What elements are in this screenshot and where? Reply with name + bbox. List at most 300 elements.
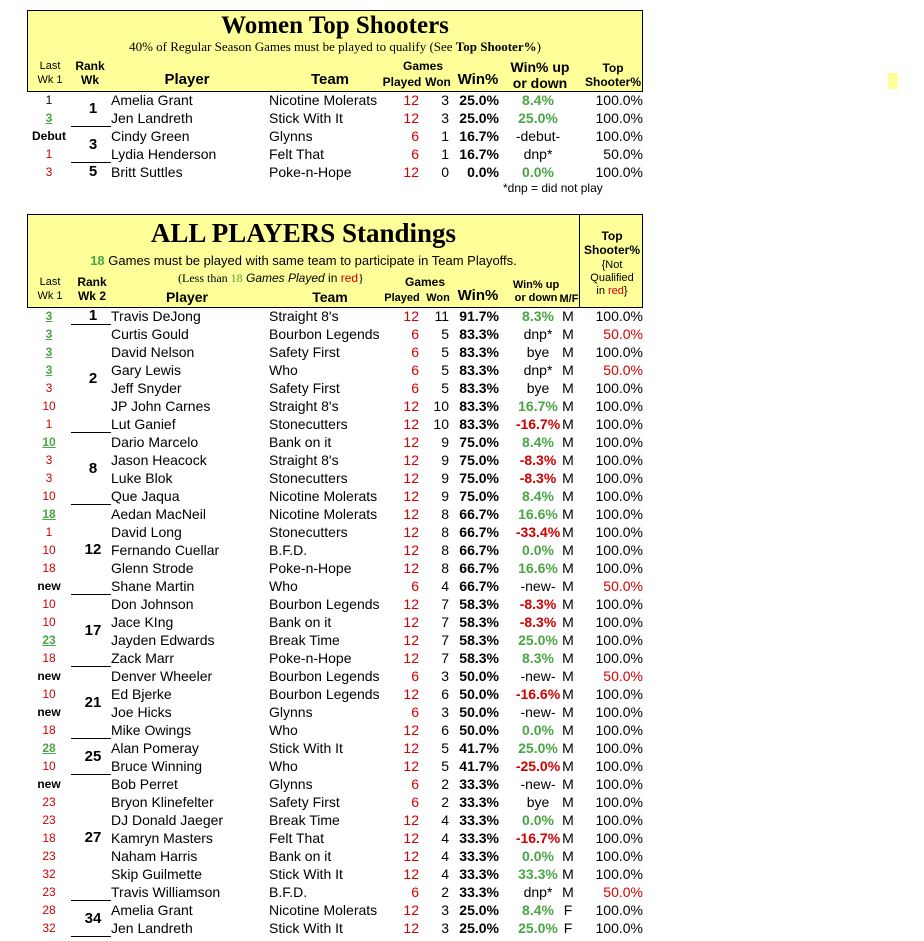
gender: M bbox=[562, 794, 574, 810]
gender: M bbox=[562, 704, 574, 720]
games-won: 8 bbox=[441, 524, 449, 540]
gender: M bbox=[562, 776, 574, 792]
gender: M bbox=[562, 470, 574, 486]
table-row bbox=[27, 325, 643, 343]
last-week-rank: 3 bbox=[45, 363, 53, 377]
player-name: Don Johnson bbox=[111, 596, 194, 612]
games-played: 6 bbox=[411, 128, 419, 144]
win-change: 33.3% bbox=[518, 866, 558, 882]
rank-group-rule bbox=[71, 900, 111, 901]
games-won: 5 bbox=[441, 380, 449, 396]
hdr-last: Last Wk 1 bbox=[37, 276, 63, 302]
top-shooter-percent: 100.0% bbox=[595, 830, 643, 846]
games-won: 10 bbox=[433, 416, 449, 432]
win-percent: 66.7% bbox=[459, 560, 499, 576]
gender: M bbox=[562, 308, 574, 324]
player-name: Fernando Cuellar bbox=[111, 542, 220, 558]
top-shooter-percent: 50.0% bbox=[603, 668, 643, 684]
win-change: 0.0% bbox=[522, 722, 554, 738]
rank-label: 12 bbox=[84, 541, 102, 558]
win-change: 25.0% bbox=[518, 920, 558, 936]
games-played: 6 bbox=[411, 326, 419, 342]
games-played: 6 bbox=[411, 146, 419, 162]
win-change: -8.3% bbox=[519, 452, 557, 468]
team-name: Bank on it bbox=[269, 434, 332, 450]
all-rule: 18 Games must be played with same team to participate in Team Playoffs. bbox=[90, 253, 517, 268]
table-row bbox=[27, 505, 643, 523]
table-row bbox=[27, 559, 643, 577]
hdr-won: Won bbox=[426, 292, 450, 304]
gender: M bbox=[562, 506, 574, 522]
games-played: 12 bbox=[403, 92, 419, 108]
table-row bbox=[27, 379, 643, 397]
win-change: 0.0% bbox=[522, 812, 554, 828]
win-change: -new- bbox=[520, 578, 556, 594]
team-name: Stick With It bbox=[269, 866, 343, 882]
last-week-rank: new bbox=[37, 669, 61, 683]
top-shooter-percent: 100.0% bbox=[595, 632, 643, 648]
win-percent: 58.3% bbox=[459, 596, 499, 612]
win-change: 8.4% bbox=[522, 434, 554, 450]
gender: F bbox=[563, 920, 573, 936]
team-name: Bourbon Legends bbox=[269, 686, 380, 702]
last-week-rank: 32 bbox=[42, 921, 56, 935]
win-percent: 25.0% bbox=[459, 902, 499, 918]
player-name: David Nelson bbox=[111, 344, 195, 360]
table-row bbox=[27, 595, 643, 613]
win-change: dnp* bbox=[523, 362, 553, 378]
hdr-games: Games bbox=[404, 275, 446, 289]
win-change: bye bbox=[526, 344, 550, 360]
player-name: Travis DeJong bbox=[111, 308, 201, 324]
games-played: 12 bbox=[403, 650, 419, 666]
table-row bbox=[27, 793, 643, 811]
win-change: 16.7% bbox=[518, 398, 558, 414]
games-won: 8 bbox=[441, 506, 449, 522]
last-week-rank: 23 bbox=[42, 813, 56, 827]
games-played: 12 bbox=[403, 740, 419, 756]
player-name: Joe Hicks bbox=[111, 704, 172, 720]
last-week-rank: 28 bbox=[42, 903, 56, 917]
games-played: 12 bbox=[403, 722, 419, 738]
gender: M bbox=[562, 830, 574, 846]
player-name: Jen Landreth bbox=[111, 920, 193, 936]
table-row bbox=[27, 361, 643, 379]
table-row bbox=[27, 577, 643, 595]
top-shooter-percent: 100.0% bbox=[595, 344, 643, 360]
win-percent: 75.0% bbox=[459, 452, 499, 468]
player-name: Skip Guilmette bbox=[111, 866, 203, 882]
team-name: Safety First bbox=[269, 794, 340, 810]
games-won: 3 bbox=[441, 920, 449, 936]
last-week-rank: 18 bbox=[42, 561, 56, 575]
player-name: Shane Martin bbox=[111, 578, 195, 594]
player-name: Jason Heacock bbox=[111, 452, 207, 468]
games-played: 12 bbox=[403, 470, 419, 486]
games-won: 9 bbox=[441, 434, 449, 450]
gender: M bbox=[562, 524, 574, 540]
win-percent: 83.3% bbox=[459, 398, 499, 414]
gender: M bbox=[562, 884, 574, 900]
games-won: 2 bbox=[441, 794, 449, 810]
last-week-rank: 23 bbox=[42, 849, 56, 863]
games-won: 10 bbox=[433, 398, 449, 414]
player-name: Amelia Grant bbox=[111, 902, 193, 918]
games-played: 12 bbox=[403, 110, 419, 126]
player-name: Zack Marr bbox=[111, 650, 174, 666]
gender: M bbox=[562, 650, 574, 666]
table-row bbox=[27, 487, 643, 505]
hdr-last: Last Wk 1 bbox=[37, 60, 63, 86]
games-won: 9 bbox=[441, 452, 449, 468]
games-won: 4 bbox=[441, 848, 449, 864]
last-week-rank: 10 bbox=[42, 543, 56, 557]
hdr-won: Won bbox=[425, 75, 451, 89]
rank-label: 21 bbox=[84, 694, 102, 711]
gender: M bbox=[562, 326, 574, 342]
gender: M bbox=[562, 380, 574, 396]
games-played: 12 bbox=[403, 902, 419, 918]
win-change: 8.4% bbox=[522, 488, 554, 504]
rank-group-rule bbox=[71, 324, 111, 325]
top-shooter-percent: 100.0% bbox=[595, 686, 643, 702]
all-header-box bbox=[27, 214, 643, 308]
hdr-winpct: Win% bbox=[457, 71, 499, 88]
team-name: Nicotine Molerats bbox=[269, 92, 378, 108]
games-won: 5 bbox=[441, 326, 449, 342]
team-name: Glynns bbox=[269, 776, 313, 792]
rank-label: 1 bbox=[88, 100, 98, 117]
last-week-rank: 28 bbox=[42, 741, 56, 755]
player-name: Ed Bjerke bbox=[111, 686, 172, 702]
win-change: -new- bbox=[520, 776, 556, 792]
games-won: 2 bbox=[441, 776, 449, 792]
games-won: 4 bbox=[441, 578, 449, 594]
top-shooter-percent: 100.0% bbox=[595, 506, 643, 522]
win-change: 16.6% bbox=[518, 506, 558, 522]
last-week-rank: 10 bbox=[42, 687, 56, 701]
rank-group-rule bbox=[71, 504, 111, 505]
games-played: 12 bbox=[403, 488, 419, 504]
top-shooter-percent: 100.0% bbox=[595, 596, 643, 612]
win-change: -16.6% bbox=[515, 686, 561, 702]
top-shooter-percent: 100.0% bbox=[595, 614, 643, 630]
gender: M bbox=[562, 632, 574, 648]
win-percent: 33.3% bbox=[459, 812, 499, 828]
win-change: 25.0% bbox=[518, 740, 558, 756]
games-won: 6 bbox=[441, 686, 449, 702]
player-name: Lut Ganief bbox=[111, 416, 176, 432]
team-name: Straight 8's bbox=[269, 452, 339, 468]
games-played: 12 bbox=[403, 920, 419, 936]
rank-group-rule bbox=[71, 738, 111, 739]
table-row bbox=[27, 127, 643, 145]
player-name: Denver Wheeler bbox=[111, 668, 213, 684]
gender: M bbox=[562, 722, 574, 738]
team-name: Stick With It bbox=[269, 740, 343, 756]
team-name: Poke-n-Hope bbox=[269, 560, 352, 576]
win-change: bye bbox=[526, 794, 550, 810]
win-percent: 50.0% bbox=[459, 722, 499, 738]
games-played: 12 bbox=[403, 758, 419, 774]
games-played: 12 bbox=[403, 506, 419, 522]
player-name: Glenn Strode bbox=[111, 560, 194, 576]
win-change: dnp* bbox=[523, 326, 553, 342]
hdr-played: Played bbox=[382, 75, 422, 89]
win-percent: 66.7% bbox=[459, 542, 499, 558]
win-percent: 75.0% bbox=[459, 434, 499, 450]
player-name: DJ Donald Jaeger bbox=[111, 812, 224, 828]
win-change: bye bbox=[526, 380, 550, 396]
last-week-rank: 3 bbox=[45, 327, 53, 341]
games-played: 12 bbox=[403, 416, 419, 432]
games-played: 6 bbox=[411, 776, 419, 792]
team-name: Bourbon Legends bbox=[269, 326, 380, 342]
top-shooter-percent: 100.0% bbox=[595, 452, 643, 468]
top-shooter-percent: 100.0% bbox=[595, 866, 643, 882]
games-played: 6 bbox=[411, 362, 419, 378]
win-percent: 25.0% bbox=[459, 110, 499, 126]
last-week-rank: 18 bbox=[42, 723, 56, 737]
team-name: Break Time bbox=[269, 812, 340, 828]
player-name: Gary Lewis bbox=[111, 362, 182, 378]
last-week-rank: 23 bbox=[42, 633, 56, 647]
women-rule: 40% of Regular Season Games must be played to qualify (See Top Shooter%) bbox=[129, 39, 541, 54]
rank-label: 5 bbox=[88, 163, 98, 180]
last-week-rank: 3 bbox=[45, 471, 53, 485]
player-name: Que Jaqua bbox=[111, 488, 180, 504]
hdr-top-note: {Not Qualified in red} bbox=[590, 259, 634, 297]
team-name: Straight 8's bbox=[269, 398, 339, 414]
rank-label: 8 bbox=[88, 460, 98, 477]
games-played: 6 bbox=[411, 794, 419, 810]
win-change: 0.0% bbox=[522, 848, 554, 864]
top-shooter-percent: 100.0% bbox=[595, 920, 643, 936]
last-week-rank: 23 bbox=[42, 795, 56, 809]
gender: M bbox=[562, 848, 574, 864]
games-won: 7 bbox=[441, 632, 449, 648]
team-name: Bourbon Legends bbox=[269, 668, 380, 684]
last-week-rank: 23 bbox=[42, 885, 56, 899]
last-week-rank: Debut bbox=[32, 129, 66, 143]
games-played: 12 bbox=[403, 560, 419, 576]
win-change: -25.0% bbox=[515, 758, 561, 774]
hdr-updown: Win% up or down bbox=[512, 279, 560, 304]
win-change: 0.0% bbox=[522, 164, 554, 180]
win-percent: 66.7% bbox=[459, 506, 499, 522]
win-change: 8.4% bbox=[522, 902, 554, 918]
win-percent: 16.7% bbox=[459, 128, 499, 144]
games-won: 1 bbox=[441, 128, 449, 144]
hdr-mf: M/F bbox=[559, 293, 579, 305]
games-played: 12 bbox=[403, 632, 419, 648]
player-name: David Long bbox=[111, 524, 182, 540]
games-won: 4 bbox=[441, 812, 449, 828]
win-percent: 33.3% bbox=[459, 794, 499, 810]
top-shooter-percent: 100.0% bbox=[595, 758, 643, 774]
player-name: Bruce Winning bbox=[111, 758, 203, 774]
win-percent: 58.3% bbox=[459, 614, 499, 630]
games-won: 3 bbox=[441, 902, 449, 918]
hdr-team: Team bbox=[312, 289, 348, 305]
last-week-rank: 10 bbox=[42, 597, 56, 611]
win-change: dnp* bbox=[523, 884, 553, 900]
win-percent: 0.0% bbox=[467, 164, 499, 180]
win-percent: 33.3% bbox=[459, 830, 499, 846]
games-played: 12 bbox=[403, 830, 419, 846]
games-won: 11 bbox=[434, 308, 449, 324]
gender: M bbox=[562, 740, 574, 756]
win-change: 8.3% bbox=[522, 650, 554, 666]
top-shooter-percent: 100.0% bbox=[595, 92, 643, 108]
team-name: Stonecutters bbox=[269, 470, 348, 486]
top-shooter-percent: 100.0% bbox=[595, 380, 643, 396]
last-week-rank: 10 bbox=[42, 399, 56, 413]
games-won: 8 bbox=[441, 542, 449, 558]
games-won: 7 bbox=[441, 596, 449, 612]
player-name: Jen Landreth bbox=[111, 110, 193, 126]
games-won: 9 bbox=[441, 488, 449, 504]
games-won: 3 bbox=[441, 110, 449, 126]
player-name: Jace KIng bbox=[111, 614, 174, 630]
team-name: Stick With It bbox=[269, 110, 343, 126]
hdr-player: Player bbox=[165, 289, 209, 305]
top-shooter-percent: 100.0% bbox=[595, 560, 643, 576]
top-shooter-percent: 100.0% bbox=[595, 794, 643, 810]
win-percent: 33.3% bbox=[459, 866, 499, 882]
hdr-updown: Win% up or down bbox=[510, 59, 570, 91]
player-name: Dario Marcelo bbox=[111, 434, 199, 450]
win-change: -16.7% bbox=[515, 830, 561, 846]
gender: M bbox=[562, 398, 574, 414]
gender: M bbox=[562, 362, 574, 378]
team-name: Poke-n-Hope bbox=[269, 164, 352, 180]
gender: M bbox=[562, 434, 574, 450]
games-played: 12 bbox=[403, 812, 419, 828]
gender: M bbox=[562, 812, 574, 828]
games-played: 12 bbox=[403, 308, 419, 324]
table-row bbox=[27, 703, 643, 721]
team-name: Bank on it bbox=[269, 848, 332, 864]
win-percent: 75.0% bbox=[459, 470, 499, 486]
top-shooter-percent: 50.0% bbox=[603, 884, 643, 900]
table-row bbox=[27, 847, 643, 865]
gender: F bbox=[563, 902, 573, 918]
win-change: 16.6% bbox=[518, 560, 558, 576]
games-won: 7 bbox=[441, 614, 449, 630]
last-week-rank: 3 bbox=[45, 165, 53, 179]
games-played: 6 bbox=[411, 884, 419, 900]
top-shooter-percent: 100.0% bbox=[595, 164, 643, 180]
table-row bbox=[27, 775, 643, 793]
team-name: Stonecutters bbox=[269, 524, 348, 540]
hdr-top: Top Shooter% bbox=[584, 61, 641, 89]
team-name: Bourbon Legends bbox=[269, 596, 380, 612]
win-change: -8.3% bbox=[519, 614, 557, 630]
team-name: Who bbox=[269, 722, 298, 738]
last-week-rank: 3 bbox=[45, 381, 53, 395]
table-row bbox=[27, 865, 643, 883]
last-week-rank: new bbox=[37, 705, 61, 719]
win-change: 0.0% bbox=[522, 542, 554, 558]
gender: M bbox=[562, 416, 574, 432]
gender: M bbox=[562, 668, 574, 684]
win-percent: 33.3% bbox=[459, 848, 499, 864]
games-won: 6 bbox=[441, 722, 449, 738]
games-won: 7 bbox=[441, 650, 449, 666]
gender: M bbox=[562, 344, 574, 360]
games-played: 12 bbox=[403, 452, 419, 468]
top-shooter-percent: 100.0% bbox=[595, 524, 643, 540]
table-row bbox=[27, 757, 643, 775]
win-change: dnp* bbox=[523, 146, 553, 162]
games-won: 5 bbox=[441, 362, 449, 378]
top-shooter-percent: 100.0% bbox=[595, 110, 643, 126]
team-name: Nicotine Molerats bbox=[269, 902, 378, 918]
table-row bbox=[27, 523, 643, 541]
team-name: Safety First bbox=[269, 344, 340, 360]
win-percent: 25.0% bbox=[459, 92, 499, 108]
team-name: B.F.D. bbox=[269, 542, 308, 558]
player-name: Cindy Green bbox=[111, 128, 190, 144]
win-percent: 83.3% bbox=[459, 416, 499, 432]
hdr-rank: Rank Wk 2 bbox=[77, 275, 107, 303]
win-percent: 66.7% bbox=[459, 578, 499, 594]
table-row bbox=[27, 145, 643, 163]
games-won: 5 bbox=[441, 344, 449, 360]
top-shooter-percent: 100.0% bbox=[595, 776, 643, 792]
top-shooter-percent: 100.0% bbox=[595, 704, 643, 720]
player-name: Britt Suttles bbox=[111, 164, 183, 180]
win-percent: 50.0% bbox=[459, 704, 499, 720]
win-percent: 91.7% bbox=[459, 308, 499, 324]
games-played: 12 bbox=[403, 434, 419, 450]
table-row bbox=[27, 631, 643, 649]
team-name: Stonecutters bbox=[269, 416, 348, 432]
rank-group-rule bbox=[71, 774, 111, 775]
table-row bbox=[27, 739, 643, 757]
win-percent: 58.3% bbox=[459, 650, 499, 666]
games-played: 6 bbox=[411, 380, 419, 396]
gender: M bbox=[562, 578, 574, 594]
gender: M bbox=[562, 542, 574, 558]
top-shooter-percent: 100.0% bbox=[595, 848, 643, 864]
table-row bbox=[27, 883, 643, 901]
games-won: 8 bbox=[441, 560, 449, 576]
win-change: -new- bbox=[520, 668, 556, 684]
games-played: 12 bbox=[403, 686, 419, 702]
team-name: Who bbox=[269, 758, 298, 774]
win-percent: 75.0% bbox=[459, 488, 499, 504]
last-week-rank: 1 bbox=[45, 93, 53, 107]
top-shooter-percent: 50.0% bbox=[603, 362, 643, 378]
player-name: JP John Carnes bbox=[111, 398, 211, 414]
games-won: 5 bbox=[441, 740, 449, 756]
dnp-note: *dnp = did not play bbox=[503, 181, 603, 195]
win-percent: 50.0% bbox=[459, 668, 499, 684]
rank-group-rule bbox=[71, 936, 111, 937]
top-shooter-percent: 100.0% bbox=[595, 722, 643, 738]
last-week-rank: 3 bbox=[45, 453, 53, 467]
last-week-rank: 1 bbox=[45, 147, 53, 161]
team-name: Nicotine Molerats bbox=[269, 506, 378, 522]
player-name: Jeff Snyder bbox=[111, 380, 182, 396]
last-week-rank: 18 bbox=[42, 651, 56, 665]
rank-label: 2 bbox=[88, 370, 98, 387]
gender: M bbox=[562, 758, 574, 774]
player-name: Bob Perret bbox=[111, 776, 178, 792]
team-name: Glynns bbox=[269, 704, 313, 720]
